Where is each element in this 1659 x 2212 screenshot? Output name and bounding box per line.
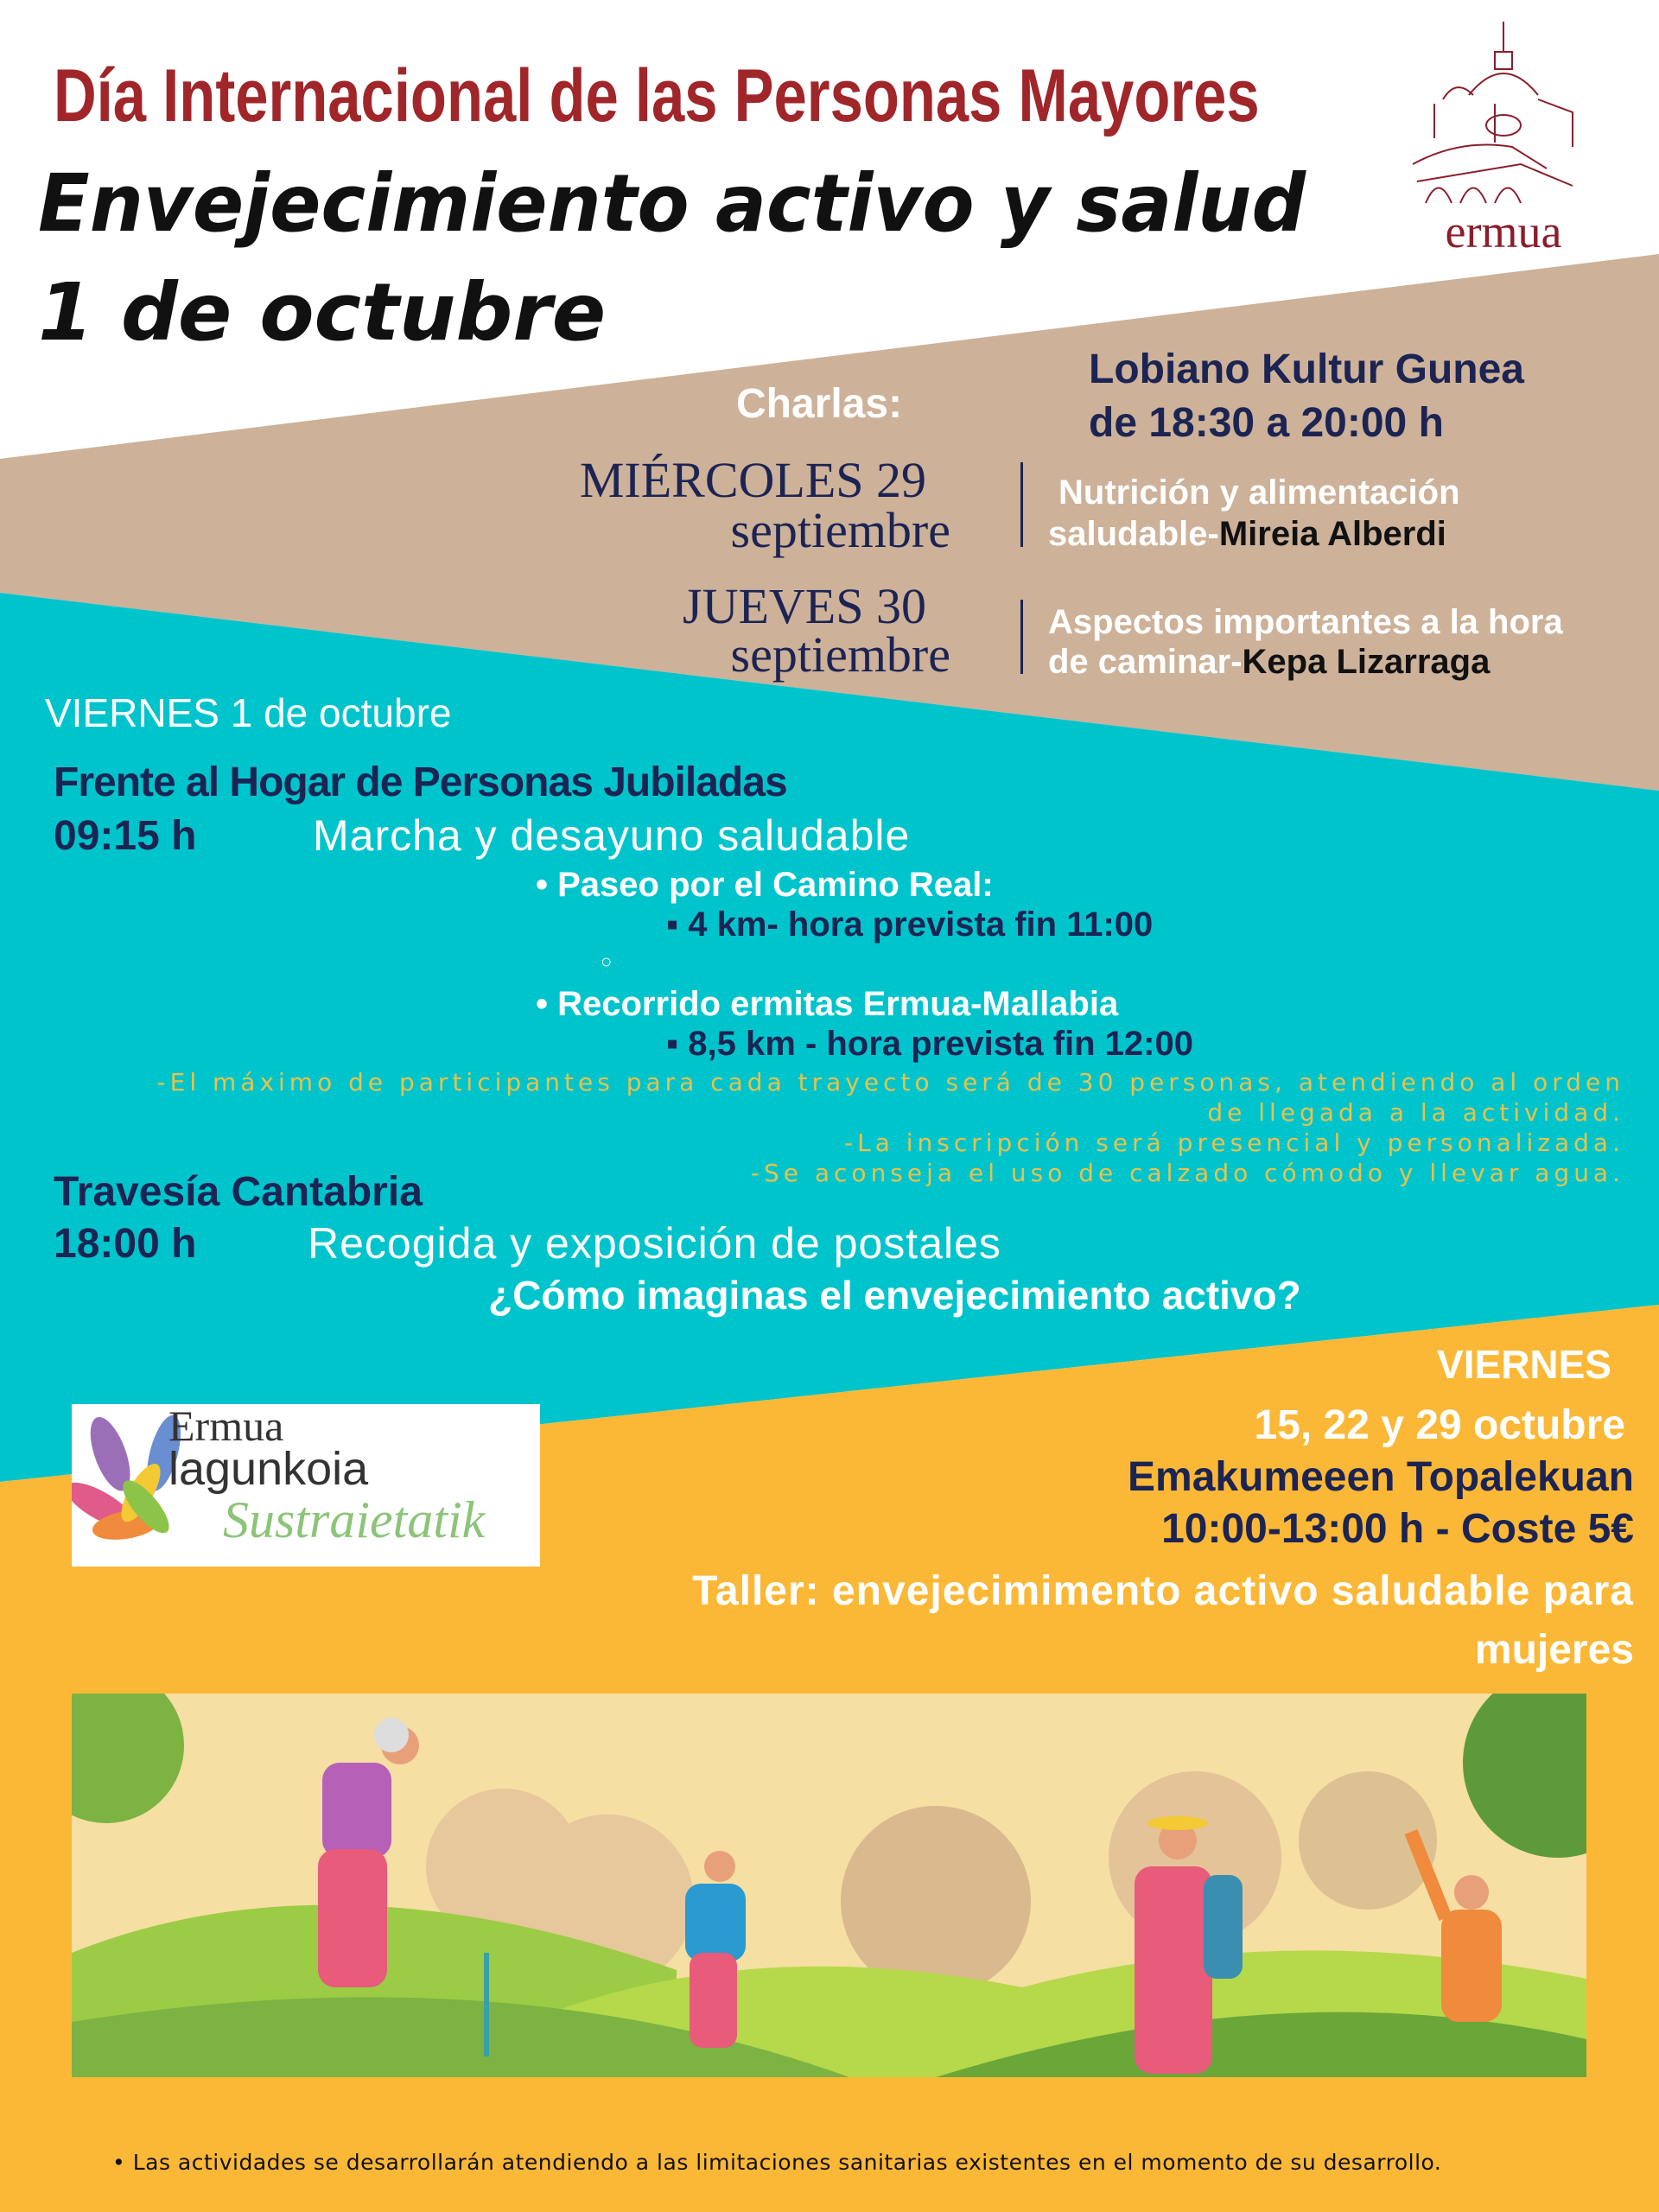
lagunkoia-line1: Ermua [168,1402,284,1450]
taller-day: VIERNES [1437,1342,1611,1387]
talk-1-speaker: Mireia Alberdi [1218,515,1446,553]
event-date: 1 de octubre [38,266,607,359]
taller-title: Taller: envejecimimento activo saludable para [692,1568,1634,1614]
route-1: • Paseo por el Camino Real: [536,866,994,904]
talk-1-month: septiembre [730,502,950,558]
route-2: • Recorrido ermitas Ermua-Mallabia [536,985,1119,1023]
talk-1-topic: Nutrición y alimentación [1058,474,1460,512]
route-2-detail: ▪ 8,5 km - hora prevista fin 12:00 [666,1025,1193,1063]
talk-2-topic: Aspectos importantes a la hora [1048,603,1563,641]
time-1: 09:15 h [54,813,197,859]
event-subtitle: Envejecimiento activo y salud [38,157,1306,250]
lagunkoia-line3: Sustraietatik [223,1491,486,1548]
talk-2-topic-cont: de caminar- [1048,643,1243,681]
activity-1: Marcha y desayuno saludable [313,811,911,860]
friday-heading: VIERNES 1 de octubre [45,690,452,735]
divider [1020,462,1023,547]
note-1: -El máximo de participantes para cada trayecto será de 30 personas, atendiendo al orden [156,1068,1624,1096]
note-2: de llegada a la actividad. [1207,1098,1624,1127]
talk-2-speaker: Kepa Lizarraga [1242,643,1491,681]
ermua-logo-text: ermua [1445,206,1562,257]
taller-time: 10:00-13:00 h - Coste 5€ [1161,1506,1634,1552]
circle-bullet: ○ [601,950,613,972]
talk-1-day: MIÉRCOLES 29 [579,452,926,508]
ermua-lagunkoia-logo [72,1404,540,1567]
ermua-logo [1408,17,1599,259]
venue: Lobiano Kultur Gunea [1089,346,1524,392]
time-2: 18:00 h [54,1221,197,1267]
place-1: Frente al Hogar de Personas Jubiladas [54,760,787,805]
divider [1020,600,1023,674]
lagunkoia-line2: lagunkoia [168,1443,369,1495]
activity-2: Recogida y exposición de postales [308,1219,1001,1268]
walking-seniors-illustration [72,1694,1586,2077]
place-2: Travesía Cantabria [54,1169,423,1215]
question: ¿Cómo imaginas el envejecimiento activo? [488,1273,1301,1318]
venue-time: de 18:30 a 20:00 h [1089,400,1444,446]
charlas-label: Charlas: [736,381,903,427]
talk-1-topic-cont: saludable- [1048,515,1219,553]
talk-2-topic-2 [1048,643,1490,682]
talk-2-month: septiembre [730,626,950,683]
talk-1-topic-2 [1048,515,1446,554]
taller-dates: 15, 22 y 29 octubre [1254,1402,1625,1448]
talk-2-day: JUEVES 30 [683,578,926,634]
route-1-detail: ▪ 4 km- hora prevista fin 11:00 [666,906,1154,944]
event-title: Día Internacional de las Personas Mayores [54,54,1260,137]
note-3: -La inscripción será presencial y personalizada. [844,1128,1624,1157]
note-4: -Se aconseja el uso de calzado cómodo y llevar agua. [750,1159,1624,1187]
taller-title-2: mujeres [1474,1627,1634,1673]
footer-note: • Las actividades se desarrollarán atendiendo a las limitaciones sanitarias existentes en el momento de su desarrollo. [112,2150,1442,2175]
taller-place: Emakumeeen Topalekuan [1128,1454,1634,1500]
